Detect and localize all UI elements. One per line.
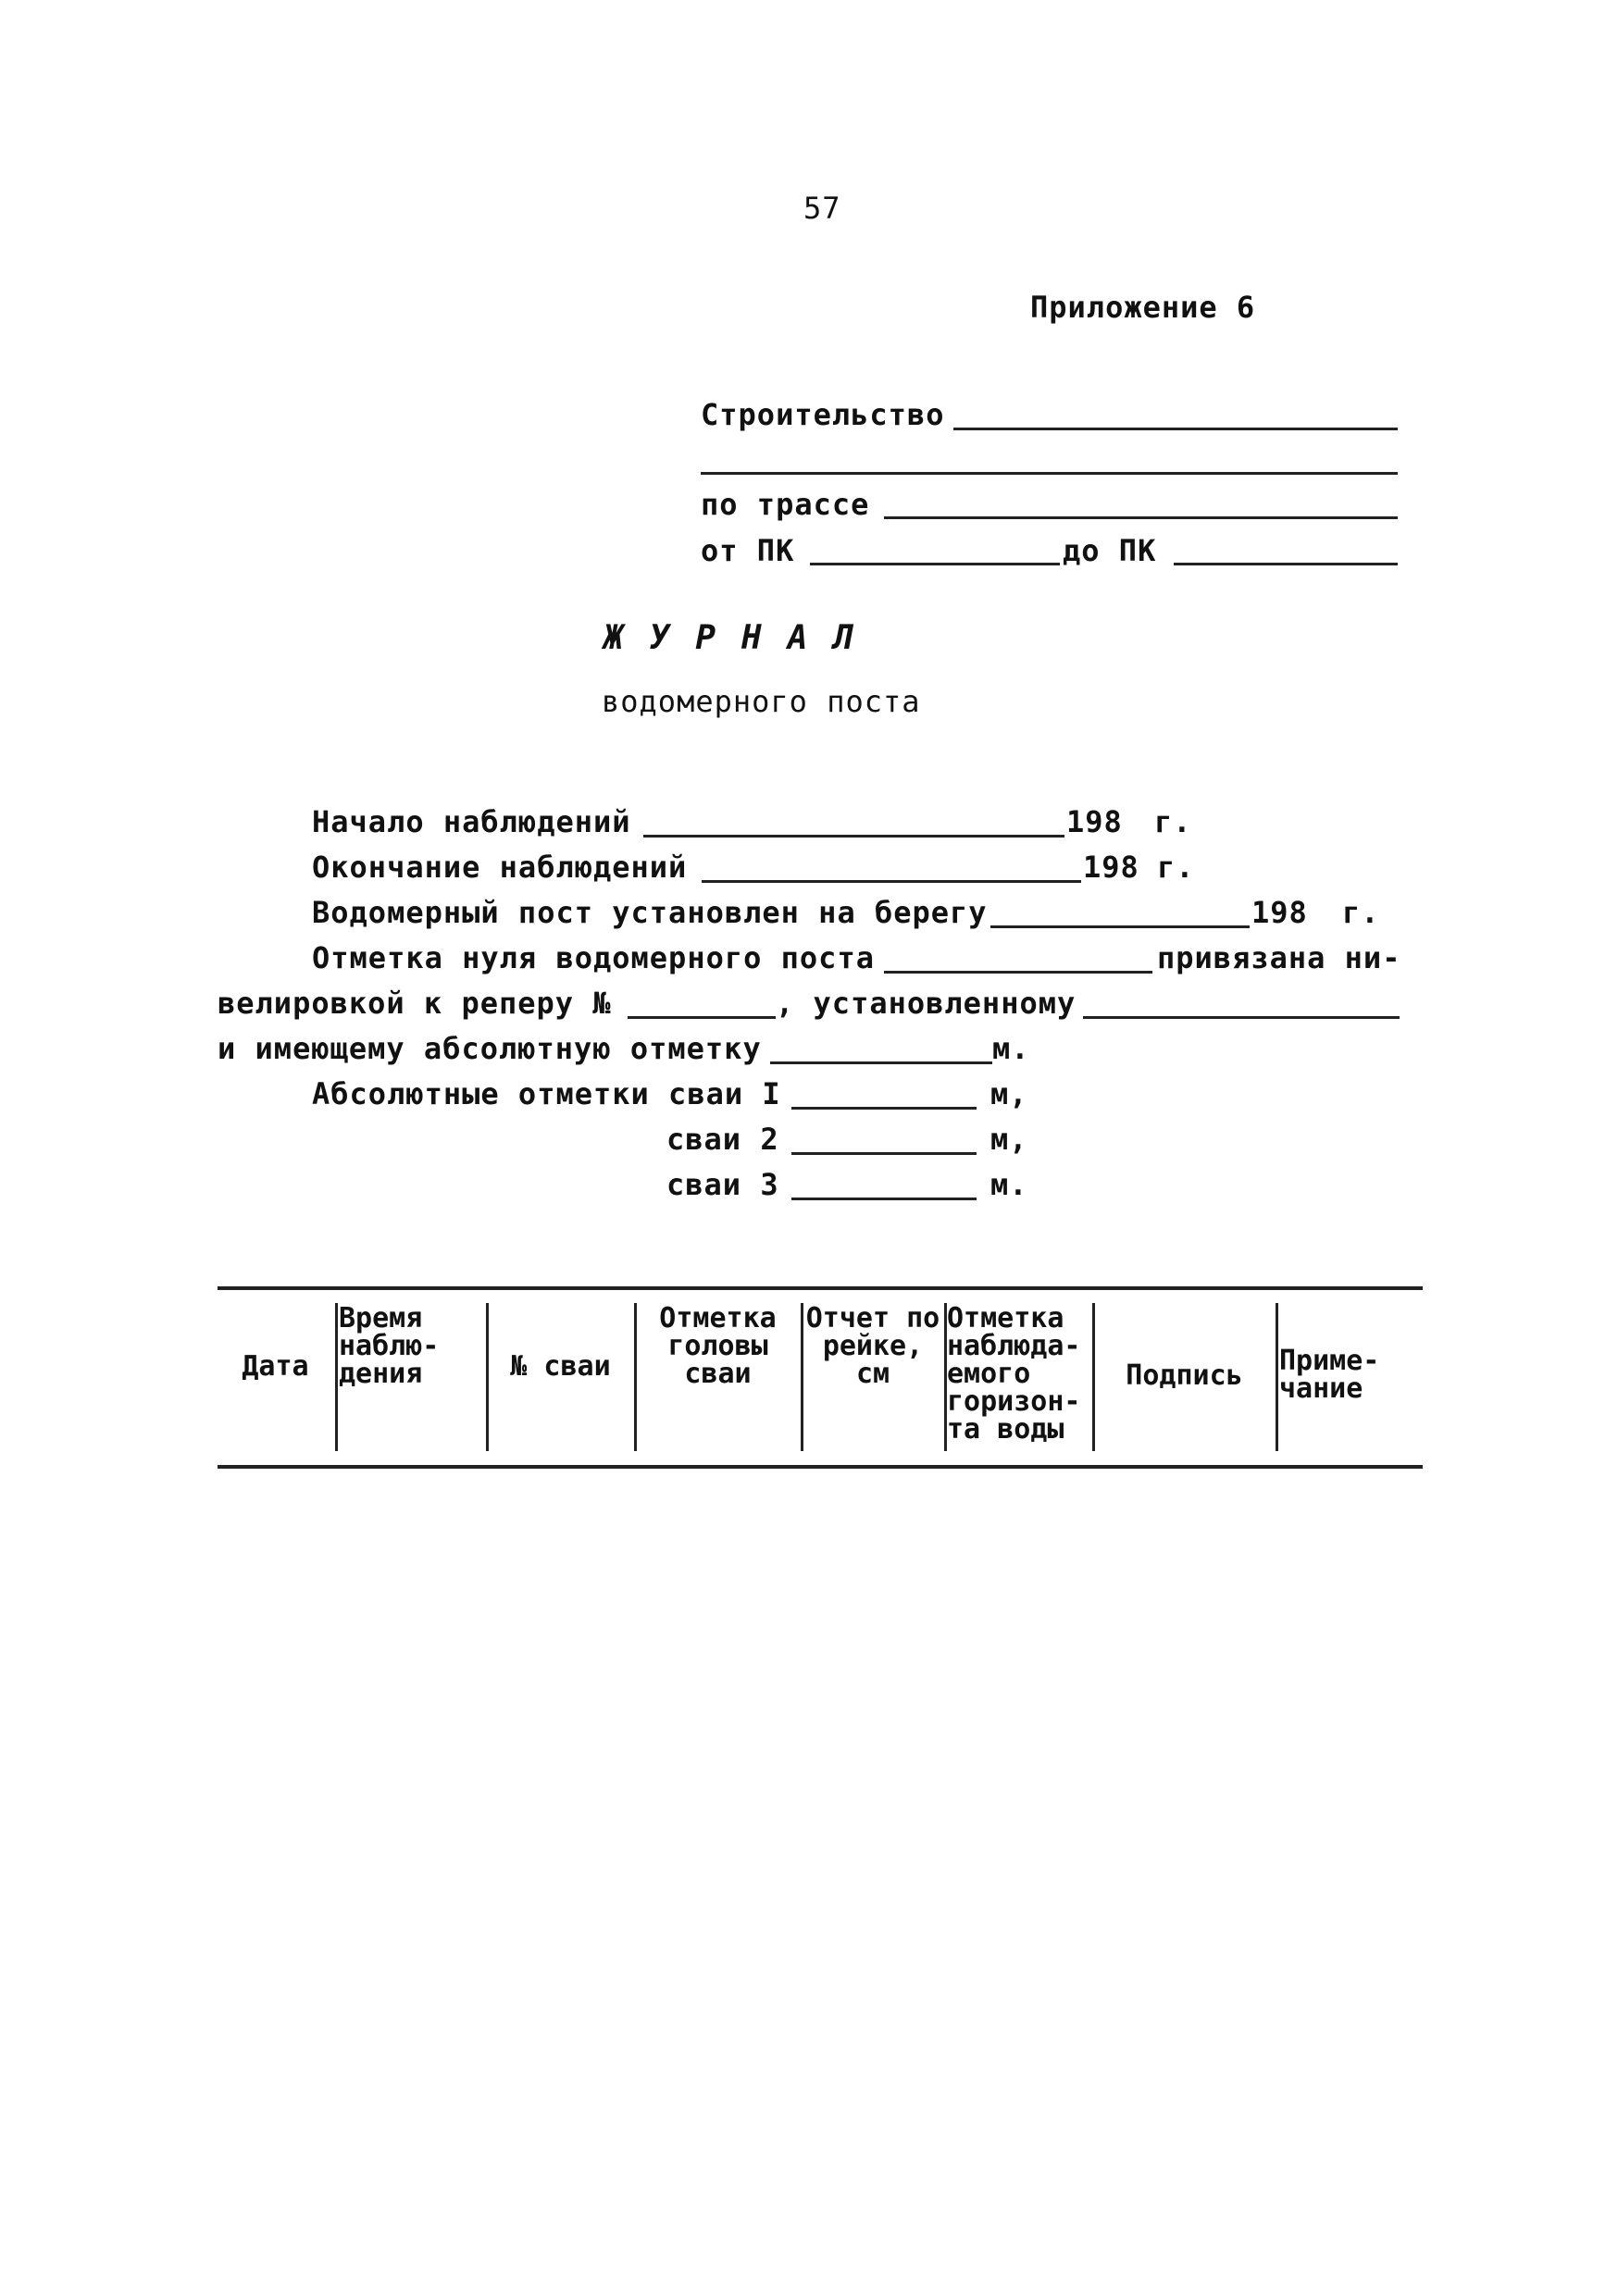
abs-mark-unit: м. <box>992 1031 1030 1066</box>
leveling-comma: , установленному <box>776 986 1077 1021</box>
table-header-pile-head-mark: Отметка головы сваи <box>659 1302 777 1390</box>
benchmark-blank <box>628 1016 776 1019</box>
construction-blank <box>953 428 1398 430</box>
construction-blank-2 <box>701 472 1398 475</box>
start-label: Начало наблюдений <box>312 804 631 839</box>
pk-from-blank <box>810 563 1060 565</box>
abs-mark-label: и имеющему абсолютную отметку <box>218 1031 762 1066</box>
table-header-note: Приме- чание <box>1279 1345 1380 1405</box>
route-blank <box>884 516 1398 519</box>
pile2-blank <box>791 1152 977 1155</box>
pile2-label: сваи 2 <box>666 1122 779 1157</box>
zero-tail: привязана ни- <box>1157 940 1401 975</box>
end-label: Окончание наблюдений <box>312 850 688 885</box>
table-header-signature: Подпись <box>1126 1359 1243 1392</box>
end-blank <box>702 880 1081 883</box>
leveling-label: велировкой к реперу № <box>218 986 612 1021</box>
page-number: 57 <box>803 191 841 226</box>
table-header-water-level-mark: Отметка наблюда- емого горизон- та воды <box>947 1302 1081 1446</box>
journal-subtitle: водомерного поста <box>602 684 921 719</box>
pk-from-label: от ПК <box>701 533 795 568</box>
installed-blank <box>1083 1016 1400 1019</box>
pile3-blank <box>791 1198 977 1200</box>
table-top-rule <box>218 1286 1423 1290</box>
pk-to-label: до ПК <box>1063 533 1157 568</box>
route-label: по трассе <box>701 487 870 522</box>
col-divider <box>335 1303 338 1451</box>
piles-label: Абсолютные отметки сваи I <box>312 1076 781 1111</box>
col-divider <box>1276 1303 1278 1451</box>
pile1-unit: м, <box>990 1076 1028 1111</box>
pile3-unit: м. <box>990 1167 1028 1202</box>
appendix-label: Приложение 6 <box>1030 290 1256 325</box>
table-header-pile-number: № сваи <box>510 1350 611 1383</box>
construction-label: Строительство <box>701 397 945 432</box>
pk-to-blank <box>1174 563 1398 565</box>
start-suffix: г. <box>1154 804 1192 839</box>
table-header-time: Время наблю- дения <box>339 1302 440 1390</box>
pile2-unit: м, <box>990 1122 1028 1157</box>
zero-label: Отметка нуля водомерного поста <box>312 940 875 975</box>
shore-label: Водомерный пост установлен на берегу <box>312 895 988 930</box>
journal-title: ЖУРНАЛ <box>604 619 880 657</box>
end-suffix: г. <box>1157 850 1195 885</box>
table-bottom-rule <box>218 1465 1423 1469</box>
pile1-blank <box>791 1107 977 1110</box>
table-header-gauge-reading: Отчет по рейке, см <box>805 1302 940 1390</box>
zero-blank <box>884 971 1152 974</box>
start-blank <box>643 835 1064 838</box>
table-header-date: Дата <box>242 1350 309 1383</box>
shore-blank <box>990 925 1250 928</box>
end-year: 198 <box>1083 850 1139 885</box>
start-year: 198 <box>1066 804 1123 839</box>
pile3-label: сваи 3 <box>666 1167 779 1202</box>
abs-mark-blank <box>770 1061 992 1064</box>
shore-year: 198 <box>1251 895 1308 930</box>
shore-suffix: г. <box>1342 895 1380 930</box>
